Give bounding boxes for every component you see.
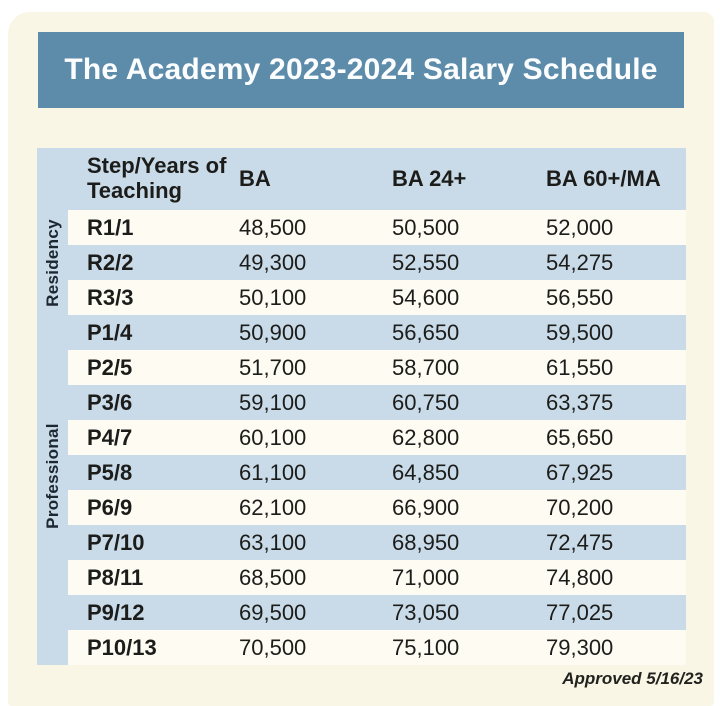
table-body — [37, 210, 686, 665]
group-band-cell — [37, 630, 68, 665]
ba-cell: 51,700 — [239, 350, 392, 385]
step-cell: P2/5 — [68, 350, 239, 385]
column-header-ba60: BA 60+/MA — [546, 165, 661, 191]
page-title: The Academy 2023-2024 Salary Schedule — [64, 53, 658, 86]
ba-cell: 50,100 — [239, 280, 392, 315]
step-cell: P7/10 — [68, 525, 239, 560]
group-band-cell — [37, 280, 68, 315]
group-band-cell — [37, 385, 68, 420]
group-band-cell — [37, 420, 68, 455]
ba60-cell: 59,500 — [546, 315, 686, 350]
ba24-cell: 58,700 — [392, 350, 546, 385]
ba60-cell: 79,300 — [546, 630, 686, 665]
ba24-cell: 73,050 — [392, 595, 546, 630]
group-label-professional-text: Professional — [42, 423, 62, 529]
ba-cell: 60,100 — [239, 420, 392, 455]
step-cell: P1/4 — [68, 315, 239, 350]
ba60-cell: 61,550 — [546, 350, 686, 385]
step-cell: R2/2 — [68, 245, 239, 280]
ba24-cell: 71,000 — [392, 560, 546, 595]
table-row — [37, 315, 686, 350]
step-cell: P4/7 — [68, 420, 239, 455]
ba60-cell: 77,025 — [546, 595, 686, 630]
table-header-row — [37, 148, 686, 210]
ba24-cell: 68,950 — [392, 525, 546, 560]
step-cell: P10/13 — [68, 630, 239, 665]
step-cell: P8/11 — [68, 560, 239, 595]
ba-cell: 68,500 — [239, 560, 392, 595]
step-cell: P6/9 — [68, 490, 239, 525]
table-row — [37, 245, 686, 280]
ba24-cell: 56,650 — [392, 315, 546, 350]
group-band-cell — [37, 455, 68, 490]
ba24-cell: 50,500 — [392, 210, 546, 245]
step-cell: R1/1 — [68, 210, 239, 245]
step-cell: P5/8 — [68, 455, 239, 490]
ba60-cell: 63,375 — [546, 385, 686, 420]
step-cell: P3/6 — [68, 385, 239, 420]
ba60-cell: 54,275 — [546, 245, 686, 280]
table-row — [37, 560, 686, 595]
ba24-cell: 60,750 — [392, 385, 546, 420]
ba24-cell: 54,600 — [392, 280, 546, 315]
group-band-cell — [37, 595, 68, 630]
table-row — [37, 525, 686, 560]
table-row — [37, 455, 686, 490]
ba24-cell: 62,800 — [392, 420, 546, 455]
table-row — [37, 210, 686, 245]
column-header-step: Step/Years of Teaching — [87, 153, 227, 203]
ba60-cell: 56,550 — [546, 280, 686, 315]
ba24-cell: 75,100 — [392, 630, 546, 665]
group-band-cell — [37, 210, 68, 245]
title-banner — [38, 32, 684, 108]
table-row — [37, 490, 686, 525]
table-row — [37, 595, 686, 630]
ba-cell: 63,100 — [239, 525, 392, 560]
step-cell: P9/12 — [68, 595, 239, 630]
step-cell: R3/3 — [68, 280, 239, 315]
group-band-cell — [37, 350, 68, 385]
ba-cell: 50,900 — [239, 315, 392, 350]
header-corner-cell — [37, 148, 68, 210]
table-row — [37, 385, 686, 420]
column-header-ba24: BA 24+ — [392, 165, 467, 191]
table-row — [37, 350, 686, 385]
column-header-ba: BA — [239, 165, 271, 191]
ba60-cell: 52,000 — [546, 210, 686, 245]
ba60-cell: 65,650 — [546, 420, 686, 455]
ba24-cell: 64,850 — [392, 455, 546, 490]
ba60-cell: 67,925 — [546, 455, 686, 490]
ba24-cell: 52,550 — [392, 245, 546, 280]
table-row — [37, 280, 686, 315]
ba-cell: 69,500 — [239, 595, 392, 630]
ba-cell: 48,500 — [239, 210, 392, 245]
group-band-cell — [37, 525, 68, 560]
table-row — [37, 420, 686, 455]
ba-cell: 61,100 — [239, 455, 392, 490]
ba60-cell: 70,200 — [546, 490, 686, 525]
group-band-cell — [37, 560, 68, 595]
ba24-cell: 66,900 — [392, 490, 546, 525]
group-band-cell — [37, 315, 68, 350]
group-band-cell — [37, 490, 68, 525]
ba-cell: 59,100 — [239, 385, 392, 420]
ba60-cell: 72,475 — [546, 525, 686, 560]
ba-cell: 70,500 — [239, 630, 392, 665]
ba-cell: 62,100 — [239, 490, 392, 525]
group-label-residency-text: Residency — [42, 218, 62, 307]
group-band-cell — [37, 245, 68, 280]
table-row — [37, 630, 686, 665]
approved-note: Approved 5/16/23 — [562, 669, 703, 688]
ba60-cell: 74,800 — [546, 560, 686, 595]
ba-cell: 49,300 — [239, 245, 392, 280]
salary-table — [37, 148, 686, 665]
